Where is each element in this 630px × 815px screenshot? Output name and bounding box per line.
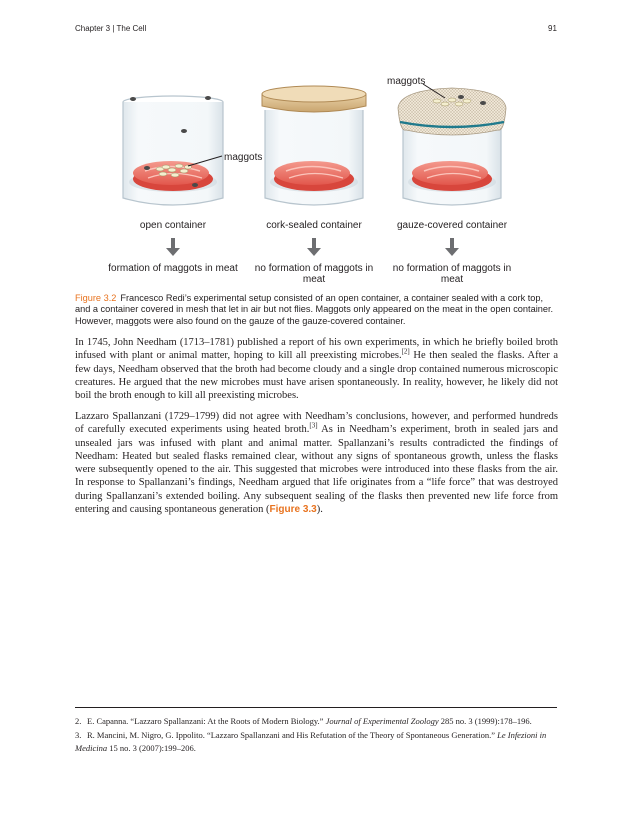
cork-sealed-jar [262,86,366,205]
paragraph-text: ). [316,504,323,516]
footnote-journal: Journal of Experimental Zoology [325,716,439,726]
paragraph-text: In 1745, John Needham (1713–1781) published a report of his own experiments, in which he briefly boiled broth infused with plant or animal matter, hoping to kill all preexisting microbes. [75,337,558,362]
figure-illustration [100,70,520,295]
result-label-gauze: no formation of maggots in meat [392,263,512,285]
footnote-journal: Le Infezioni in Medicina [75,730,547,753]
footnote-ref[interactable]: [2] [401,347,410,356]
footnote-text: R. Mancini, M. Nigro, G. Ippolito. “Lazzaro Spallanzani and His Refutation of the Theory of Spontaneous Generation.” [87,730,498,740]
footnote-3 [75,729,558,755]
arrow-down-icon [445,238,459,256]
cork-lid [262,86,366,112]
caption-text: Francesco Redi’s experimental setup consisted of an open container, a container sealed with a cork top, and a container covered in mesh that let in air but not flies. Maggots only appeared on the meat in the open container. However, maggots were also found on the gauze of the gauze-covered container. [75,293,554,326]
footnote-text: E. Capanna. “Lazzaro Spallanzani: At the Roots of Modern Biology.” [87,716,326,726]
gauze-cover [398,88,506,135]
figure-caption [75,293,560,327]
paragraph-spallanzani [75,410,558,516]
figure-redi-experiment [100,70,520,295]
open-container-jar [123,96,223,205]
jar-label-cork: cork-sealed container [266,220,362,231]
footnote-2 [75,715,558,728]
arrow-down-icon [166,238,180,256]
footnote-text: 15 no. 3 (2007):199–206. [107,743,196,753]
arrow-down-icon [307,238,321,256]
paragraph-needham [75,336,558,402]
jar-label-open: open container [139,220,207,231]
result-label-open: formation of maggots in meat [108,263,238,274]
maggots-label-gauze: maggots [387,76,426,87]
footnote-number: 2. [75,716,82,726]
footnote-number: 3. [75,730,82,740]
maggots-label-open: maggots [224,152,263,163]
figure-number: Figure 3.2 [75,293,117,303]
footnote-ref[interactable]: [3] [309,421,318,430]
paragraph-text: Lazzaro Spallanzani (1729–1799) did not agree with Needham’s conclusions, however, and performed hundreds of carefully executed experiments using heated broth. [75,411,558,436]
footnote-text: 285 no. 3 (1999):178–196. [438,716,532,726]
paragraph-text: As in Needham’s experiment, broth in sealed jars and unsealed jars was infused with plant and animal matter. Spallanzani’s results contradicted the findings of Needham: Heated but sealed flasks remained clear, without any signs of spontaneous growth, unless the flasks were subsequently opened to the air. This suggested that microbes were introduced into these flasks from the air. In response to Spallanzani’s findings, Needham argued that life originates from a “life force” that was destroyed during Spallanzani’s extended boiling. Any subsequent sealing of the flasks then prevented new life force from entering and causing spontaneous generation ( [75,424,559,516]
running-header-chapter: Chapter 3 | The Cell [75,24,147,33]
gauze-covered-jar [398,84,506,205]
page-number: 91 [548,24,557,33]
paragraph-text: He then sealed the flasks. After a few days, Needham observed that the broth had become cloudy and a single drop contained numerous microscopic creatures. He argued that the new microbes must have arisen spontaneously. In reality, however, he likely did not boil the broth enough to kill all preexisting microbes. [75,350,559,402]
footnote-divider [75,707,557,708]
jar-label-gauze: gauze-covered container [396,220,508,231]
result-label-cork: no formation of maggots in meat [254,263,374,285]
figure-reference-link[interactable]: Figure 3.3 [269,504,317,516]
